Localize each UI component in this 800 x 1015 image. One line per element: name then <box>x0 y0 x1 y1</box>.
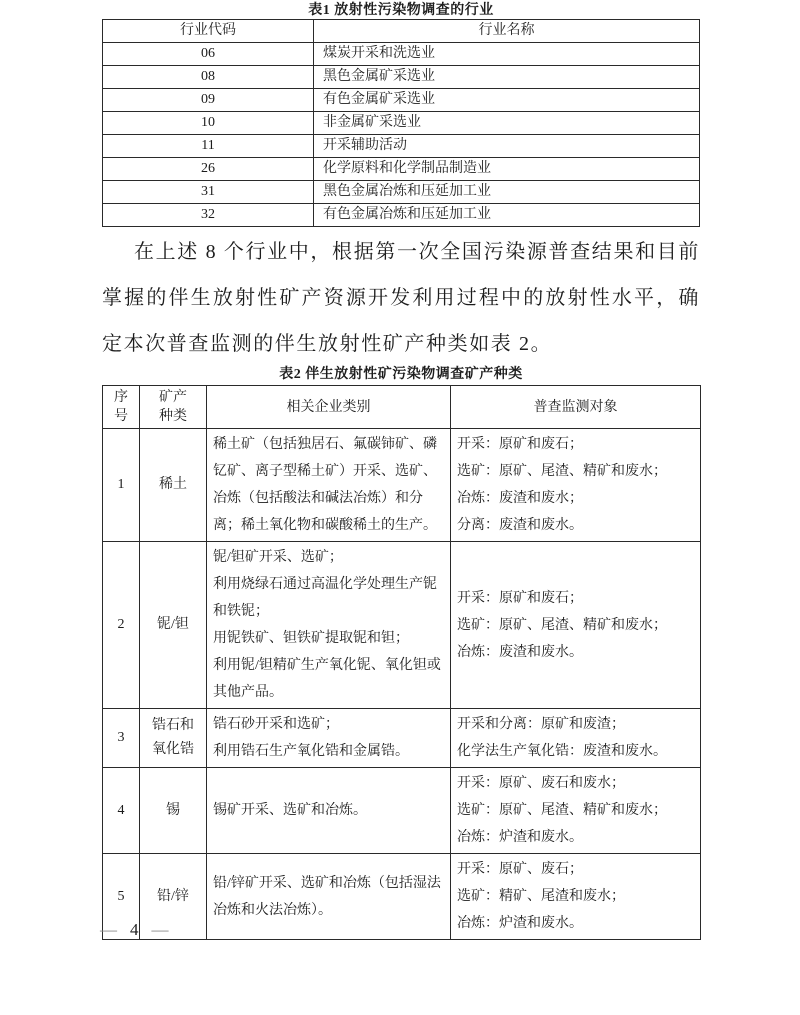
industry-code-cell: 11 <box>103 135 314 158</box>
industry-name-cell: 开采辅助活动 <box>314 135 700 158</box>
cell-line: 序 <box>114 390 128 405</box>
table1-row <box>103 181 700 204</box>
survey-target-cell <box>451 709 701 768</box>
table1-row <box>103 89 700 112</box>
page-number <box>100 920 169 940</box>
cell-line: 冶炼：废渣和废水； <box>457 491 583 506</box>
cell-line: 种类 <box>159 409 187 424</box>
industry-name-cell: 黑色金属矿采选业 <box>314 66 700 89</box>
mineral-type-cell <box>140 429 207 542</box>
seq-cell: 1 <box>103 429 140 542</box>
table2-row <box>103 768 701 854</box>
table2-header-row <box>103 386 701 429</box>
cell-line: 选矿：精矿、尾渣和废水； <box>457 889 625 904</box>
page-number-dash-left: — <box>100 920 117 939</box>
cell-line: 氧化锆 <box>152 742 194 757</box>
page-number-dash-right: — <box>151 920 169 939</box>
mineral-type-cell <box>140 768 207 854</box>
industry-code-cell: 09 <box>103 89 314 112</box>
mineral-survey-table <box>102 385 701 940</box>
column-header-mineral-type <box>140 386 207 429</box>
cell-line: 利用锆石生产氧化锆和金属锆。 <box>213 744 409 759</box>
cell-line: 分离：废渣和废水。 <box>457 518 583 533</box>
industry-name-cell: 煤炭开采和洗选业 <box>314 43 700 66</box>
table1-header-row <box>103 20 700 43</box>
cell-line: 铌/钽矿开采、选矿； <box>213 550 343 565</box>
cell-line: 选矿：原矿、尾渣、精矿和废水； <box>457 617 667 633</box>
cell-line: 锡 <box>166 802 180 818</box>
cell-line: 锆石和 <box>152 718 194 733</box>
cell-line: 利用铌/钽精矿生产氧化铌、氧化钽或其他产品。 <box>213 658 441 700</box>
table1-title: 表1 放射性污染物调查的行业 <box>308 3 494 18</box>
table2-row <box>103 542 701 709</box>
mineral-type-cell <box>140 542 207 709</box>
table1-row <box>103 204 700 227</box>
industry-code-cell: 32 <box>103 204 314 227</box>
industry-code-cell: 31 <box>103 181 314 204</box>
cell-line: 铅/锌矿开采、选矿和冶炼（包括湿法冶炼和火法冶炼）。 <box>213 875 441 918</box>
industry-code-cell: 26 <box>103 158 314 181</box>
table1-row <box>103 158 700 181</box>
cell-line: 稀土 <box>159 477 187 492</box>
enterprise-category-cell <box>207 429 451 542</box>
table1-row <box>103 43 700 66</box>
column-header-industry-code: 行业代码 <box>103 20 314 43</box>
cell-line: 铅/锌 <box>157 888 189 904</box>
seq-cell: 4 <box>103 768 140 854</box>
cell-line: 号 <box>114 409 128 424</box>
industry-code-cell: 08 <box>103 66 314 89</box>
page-number-value: 4 <box>130 920 139 939</box>
table2-title: 表2 伴生放射性矿污染物调查矿产种类 <box>279 367 523 382</box>
table2-row <box>103 429 701 542</box>
cell-line: 普查监测对象 <box>533 399 618 415</box>
cell-line: 矿产 <box>159 390 187 405</box>
cell-line: 锆石砂开采和选矿； <box>213 717 339 732</box>
column-header-seq <box>103 386 140 429</box>
column-header-survey-target <box>451 386 701 429</box>
table1-body <box>103 43 700 227</box>
cell-line: 开采：原矿和废石； <box>457 590 583 606</box>
table2-row <box>103 709 701 768</box>
cell-line: 冶炼：废渣和废水。 <box>457 644 583 660</box>
table1-row <box>103 66 700 89</box>
body-paragraph: 在上述 8 个行业中，根据第一次全国污染源普查结果和目前掌握的伴生放射性矿产资源开发利用过程中的放射性水平，确定本次普查监测的伴生放射性矿产种类如表 2。 <box>102 241 700 355</box>
cell-line: 利用烧绿石通过高温化学处理生产铌和铁铌； <box>213 577 437 619</box>
survey-target-cell <box>451 768 701 854</box>
column-header-enterprise-category <box>207 386 451 429</box>
cell-line: 化学法生产氧化锆：废渣和废水。 <box>457 744 667 759</box>
enterprise-category-cell <box>207 768 451 854</box>
seq-cell: 5 <box>103 854 140 940</box>
enterprise-category-cell <box>207 854 451 940</box>
cell-line: 选矿：原矿、尾渣、精矿和废水； <box>457 803 667 818</box>
industry-name-cell: 化学原料和化学制品制造业 <box>314 158 700 181</box>
cell-line: 开采：原矿、废石； <box>457 862 583 877</box>
cell-line: 冶炼：炉渣和废水。 <box>457 830 583 845</box>
cell-line: 锡矿开采、选矿和冶炼。 <box>213 803 367 818</box>
table2-body <box>103 429 701 940</box>
cell-line: 用铌铁矿、钽铁矿提取铌和钽； <box>213 631 409 646</box>
survey-target-cell <box>451 429 701 542</box>
cell-line: 开采：原矿、废石和废水； <box>457 776 625 791</box>
industry-code-cell: 06 <box>103 43 314 66</box>
mineral-type-cell <box>140 709 207 768</box>
seq-cell: 2 <box>103 542 140 709</box>
industry-name-cell: 有色金属矿采选业 <box>314 89 700 112</box>
cell-line: 稀土矿（包括独居石、氟碳铈矿、磷钇矿、离子型稀土矿）开采、选矿、冶炼（包括酸法和碱法冶炼）和分离；稀土氧化物和碳酸稀土的生产。 <box>213 437 437 533</box>
cell-line: 铌/钽 <box>157 617 189 632</box>
table1-row <box>103 112 700 135</box>
table1-row <box>103 135 700 158</box>
cell-line: 开采：原矿和废石； <box>457 437 583 452</box>
industry-name-cell: 非金属矿采选业 <box>314 112 700 135</box>
cell-line: 冶炼：炉渣和废水。 <box>457 916 583 931</box>
cell-line: 开采和分离：原矿和废渣； <box>457 717 625 732</box>
industry-code-cell: 10 <box>103 112 314 135</box>
cell-line: 相关企业类别 <box>286 399 371 415</box>
cell-line: 选矿：原矿、尾渣、精矿和废水； <box>457 464 667 479</box>
enterprise-category-cell <box>207 709 451 768</box>
industry-name-cell: 黑色金属冶炼和压延加工业 <box>314 181 700 204</box>
enterprise-category-cell <box>207 542 451 709</box>
survey-target-cell <box>451 542 701 709</box>
table2-row <box>103 854 701 940</box>
seq-cell: 3 <box>103 709 140 768</box>
survey-target-cell <box>451 854 701 940</box>
industry-name-cell: 有色金属冶炼和压延加工业 <box>314 204 700 227</box>
column-header-industry-name: 行业名称 <box>314 20 700 43</box>
industry-table <box>102 19 700 227</box>
